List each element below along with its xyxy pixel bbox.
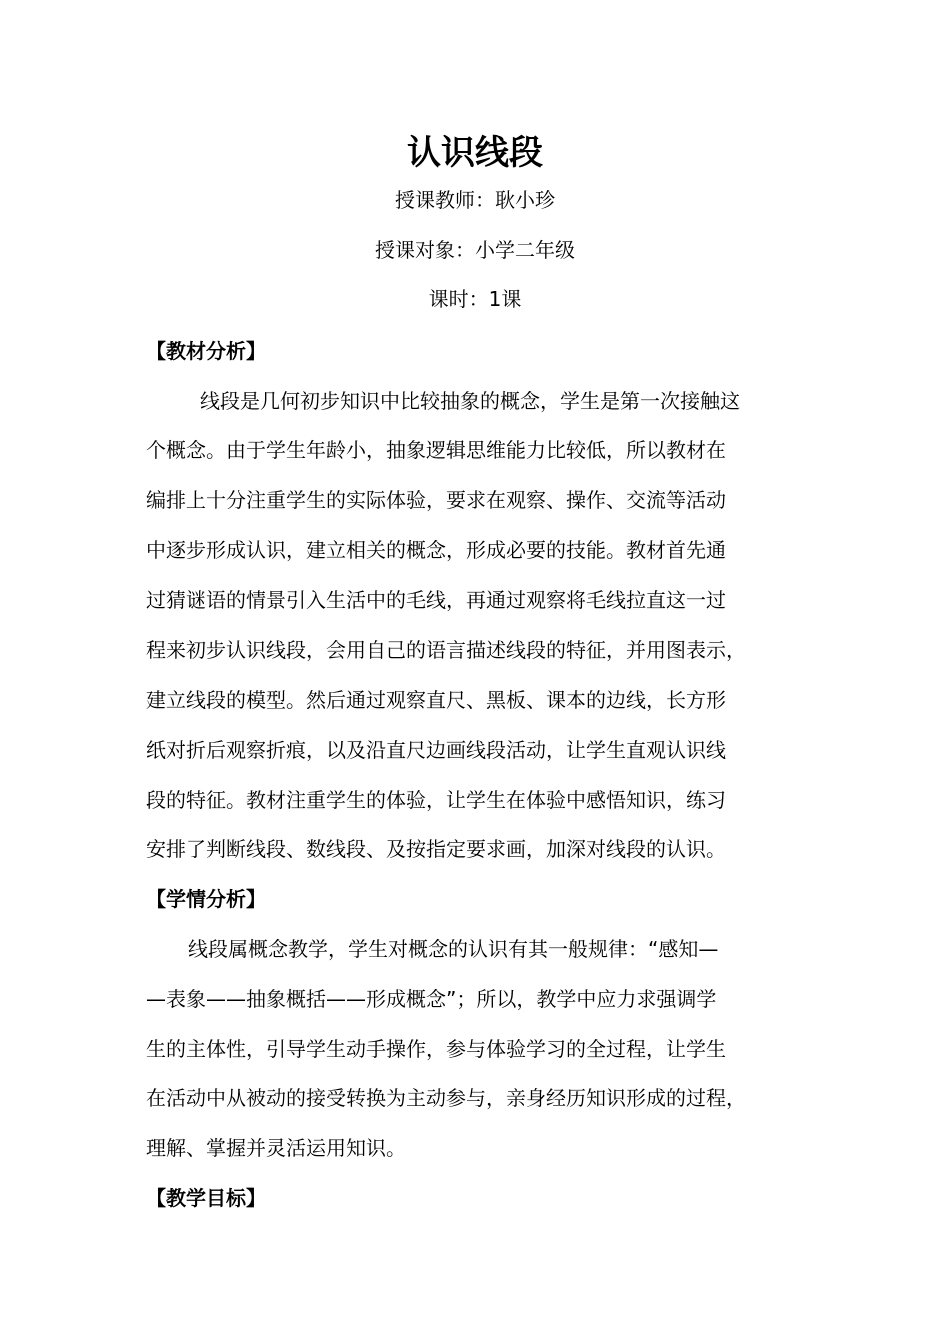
section-heading-teaching-goals: 【教学目标】 bbox=[146, 1186, 266, 1210]
paragraph-line: 建立线段的模型。然后通过观察直尺、黑板、课本的边线，长方形 bbox=[146, 688, 726, 712]
section-heading-textbook-analysis: 【教材分析】 bbox=[146, 339, 266, 363]
paragraph-line: 安排了判断线段、数线段、及按指定要求画，加深对线段的认识。 bbox=[146, 837, 726, 861]
paragraph-line: 纸对折后观察折痕，以及沿直尺边画线段活动，让学生直观认识线 bbox=[146, 738, 726, 762]
paragraph-line: 编排上十分注重学生的实际体验，要求在观察、操作、交流等活动 bbox=[146, 488, 726, 512]
paragraph-line: 程来初步认识线段，会用自己的语言描述线段的特征，并用图表示， bbox=[146, 638, 746, 662]
paragraph-line: 在活动中从被动的接受转换为主动参与，亲身经历知识形成的过程， bbox=[146, 1086, 746, 1110]
teacher-line: 授课教师：耿小珍 bbox=[395, 188, 555, 212]
paragraph-line: 线段是几何初步知识中比较抽象的概念，学生是第一次接触这 bbox=[200, 389, 740, 413]
paragraph-line: 线段属概念教学，学生对概念的认识有其一般规律：“感知— bbox=[188, 937, 719, 961]
document-title: 认识线段 bbox=[407, 133, 543, 173]
audience-line: 授课对象：小学二年级 bbox=[375, 238, 575, 262]
paragraph-line: 理解、掌握并灵活运用知识。 bbox=[146, 1136, 406, 1160]
paragraph-line: 生的主体性，引导学生动手操作，参与体验学习的全过程，让学生 bbox=[146, 1037, 726, 1061]
section-heading-student-analysis: 【学情分析】 bbox=[146, 887, 266, 911]
duration-line: 课时：1课 bbox=[428, 287, 522, 311]
paragraph-line: —表象——抽象概括——形成概念”；所以，教学中应力求强调学 bbox=[146, 987, 717, 1011]
paragraph-line: 中逐步形成认识，建立相关的概念，形成必要的技能。教材首先通 bbox=[146, 538, 726, 562]
paragraph-line: 个概念。由于学生年龄小，抽象逻辑思维能力比较低，所以教材在 bbox=[146, 438, 726, 462]
paragraph-line: 过猜谜语的情景引入生活中的毛线，再通过观察将毛线拉直这一过 bbox=[146, 588, 726, 612]
paragraph-line: 段的特征。教材注重学生的体验，让学生在体验中感悟知识，练习 bbox=[146, 788, 726, 812]
